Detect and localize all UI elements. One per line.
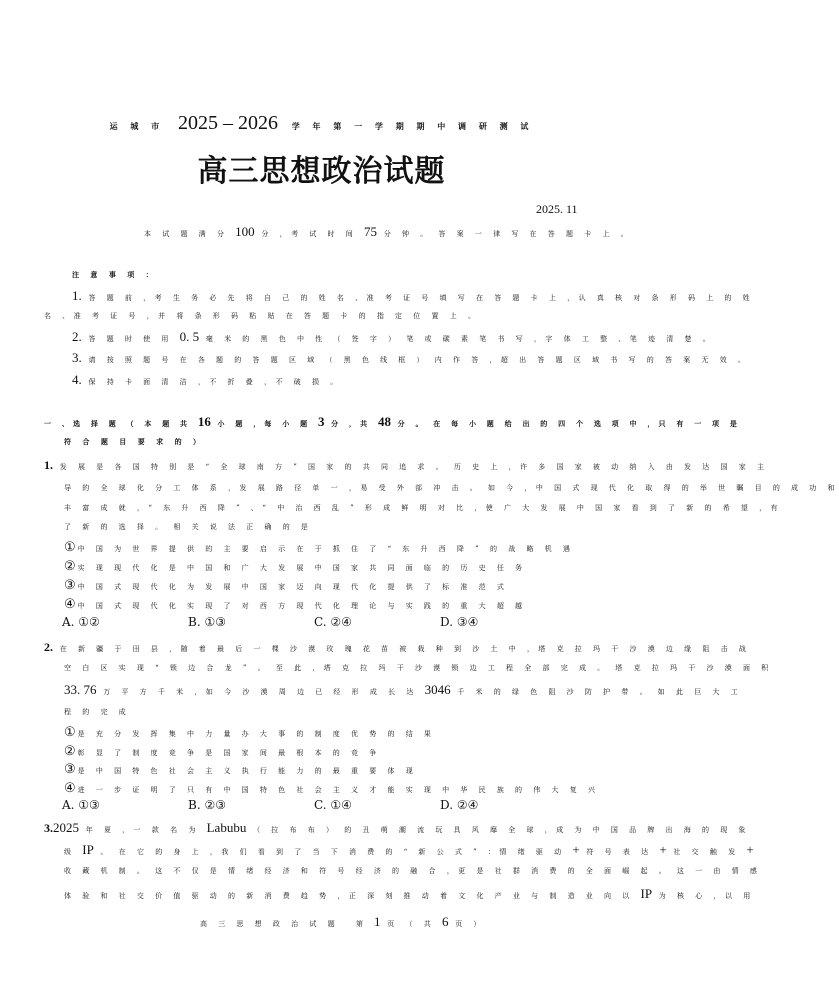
q1-line-1	[44, 458, 768, 473]
q2-line-1	[44, 640, 750, 655]
footer-page-number: 1	[374, 914, 381, 929]
question-text: 年 夏 ，一 款 名 为	[85, 826, 200, 834]
question-number: 2.	[44, 640, 53, 654]
q2-option-1	[64, 725, 435, 740]
q3-ip: IP	[82, 842, 94, 857]
note-text: 答 题 前 ，考 生 务 必 先 将 自 己 的 姓 名 、准 考 证 号 填 写 在 答 题 卡 上 ，认 真 核 对 条 形 码 上 的 姓	[88, 294, 755, 302]
info-text: 分 ，考 试 时 间	[261, 230, 358, 238]
q2-choice-a: A. ①③	[62, 798, 100, 812]
circle-number: ②	[64, 744, 76, 759]
q1-choice-b: B. ①③	[188, 615, 226, 629]
q1-option-2	[64, 559, 527, 574]
q2-choice-b: B. ②③	[188, 798, 226, 812]
q1-choice-a: A. ①②	[62, 615, 100, 629]
q2-choice-d: D. ②④	[440, 798, 479, 812]
info-time: 75	[364, 224, 378, 239]
section-total: 48	[377, 414, 391, 429]
question-text: 符 号 表 达	[586, 848, 653, 856]
footer-text: 页 （ 共	[387, 920, 436, 928]
q1-line-4: 了 新 的 选 择 。 相 关 说 法 正 确 的 是	[64, 523, 313, 531]
question-text: 。 在 它 的 身 上 ，我 们 看 到 了 当 下 消 费 的 “ 新 公 式 ” ：情 绪 驱 动	[100, 848, 566, 856]
question-text: 千 米 的 绿 色 阻 沙 防 护 带 。 如 此 巨 大 工	[457, 688, 743, 696]
question-text: 社 交 触 发	[673, 848, 740, 856]
circle-number: ③	[64, 578, 76, 593]
q3-ip: IP	[640, 886, 653, 901]
q3-brand: Labubu	[206, 820, 247, 835]
question-text: 万 平 方 千 米 ，如 今 沙 漠 周 边 已 经 形 成 长 达	[103, 688, 418, 696]
plus-sign: +	[572, 842, 580, 857]
q3-line-4	[64, 886, 755, 902]
q2-line-3	[64, 682, 742, 698]
q3-line-1	[44, 820, 750, 836]
info-text: 本 试 题 满 分	[144, 230, 229, 238]
section-count: 16	[197, 414, 211, 429]
notes-heading: 注 意 事 项 ：	[72, 270, 158, 279]
option-text: 中 国 式 现 代 化 实 现 了 对 西 方 现 代 化 理 论 与 实 践 的 重 大 超 越	[77, 602, 527, 610]
circle-number: ②	[64, 559, 76, 574]
q3-line-3: 收 藏 机 制 。 这 不 仅 是 情 绪 经 济 和 符 号 经 济 的 融 合 ，更 是 社 群 消 费 的 全 面 崛 起 。 这 一 由 情 感	[64, 867, 762, 875]
section-text: 分 ，共	[331, 419, 372, 428]
note-number: 3.	[72, 350, 82, 365]
question-text: 在 新 疆 于 田 县 ，随 着 最 后 一 棵 沙 漠 玫 瑰 花 苗 被 栽 种 到 沙 土 中 ，塔 克 拉 玛 干 沙 漠 边 缘 阻 击 战	[59, 645, 751, 653]
question-number: 1.	[44, 458, 53, 472]
note-number: 1.	[72, 288, 82, 303]
header-year: 2025 – 2026	[177, 112, 278, 134]
page-footer	[200, 914, 485, 930]
section-heading-cont: 符 合 题 目 要 求 的 ）	[64, 437, 205, 446]
circle-number: ④	[64, 781, 76, 796]
question-number: 3.	[44, 821, 53, 835]
option-text: 进 一 步 证 明 了 只 有 中 国 特 色 社 会 主 义 才 能 实 现 中 华 民 族 的 伟 大 复 兴	[77, 786, 600, 794]
circle-number: ①	[64, 540, 76, 555]
section-text: 分 。 在 每 小 题 给 出 的 四 个 选 项 中 ，只 有 一 项 是	[397, 419, 742, 428]
footer-text: 高 三 思 想 政 治 试 题	[200, 920, 340, 928]
exam-info	[144, 224, 632, 240]
question-text: 发 展 是 各 国 特 别 是 “ 全 球 南 方 ” 国 家 的 共 同 追 求 。 历 史 上 ，许 多 国 家 被 动 纳 入 由 发 达 国 家 主	[59, 463, 769, 471]
q2-option-3	[64, 762, 417, 777]
note-1	[72, 288, 754, 304]
question-text: （ 拉 布 布 ） 的 丑 萌 潮 流 玩 具 风 靡 全 球 ，成 为 中 国 品 牌 出 海 的 现 象	[253, 826, 750, 834]
note-text: 保 持 卡 面 清 洁 ，不 折 叠 ，不 破 损 。	[88, 378, 342, 386]
option-text: 是 充 分 发 挥 集 中 力 量 办 大 事 的 制 度 优 势 的 结 果	[77, 730, 436, 738]
exam-date: 2025. 11	[536, 202, 578, 216]
note-1-cont: 名 、准 考 证 号 ，并 将 条 形 码 粘 贴 在 答 题 卡 的 指 定 位 置 上 。	[44, 312, 480, 320]
note-number: 2.	[72, 329, 82, 344]
exam-header	[0, 112, 643, 135]
footer-text: 第	[355, 920, 368, 928]
option-text: 中 国 式 现 代 化 为 发 展 中 国 家 迈 向 现 代 化 提 供 了 标 准 范 式	[77, 583, 509, 591]
q1-option-3	[64, 578, 508, 593]
circle-number: ③	[64, 762, 76, 777]
section-per: 3	[317, 414, 325, 429]
q1-choice-c: C. ②④	[314, 615, 352, 629]
q3-year: 2025	[53, 820, 79, 835]
note-4	[72, 372, 342, 388]
q2-option-2	[64, 744, 381, 759]
note-text: 答 题 时 使 用	[88, 335, 173, 343]
option-text: 是 中 国 特 色 社 会 主 义 执 行 能 力 的 最 重 要 体 现	[77, 767, 418, 775]
question-text: 级	[64, 848, 76, 856]
option-text: 中 国 为 世 界 提 供 的 主 要 启 示 在 于 抓 住 了 “ 东 升 西 降 ” 的 战 略 机 遇	[77, 545, 575, 553]
note-text: 请 按 照 题 号 在 各 题 的 答 题 区 域 （ 黑 色 线 框 ） 内 作 答 ，超 出 答 题 区 域 书 写 的 答 案 无 效 。	[88, 356, 750, 364]
q1-option-1	[64, 540, 574, 555]
option-text: 彰 显 了 制 度 竞 争 是 国 家 间 最 根 本 的 竞 争	[77, 749, 381, 757]
circle-number: ①	[64, 725, 76, 740]
circle-number: ④	[64, 597, 76, 612]
note-value: 0. 5	[179, 329, 200, 344]
q2-option-4	[64, 781, 599, 796]
q1-option-4	[64, 597, 527, 612]
q1-line-3: 丰 富 成 就 ，“ 东 升 西 降 ” 、“ 中 治 西 乱 ” 形 成 鲜 明 对 比 ，使 广 大 发 展 中 国 家 看 到 了 新 的 希 望 ，有	[64, 504, 783, 512]
option-text: 实 现 现 代 化 是 中 国 和 广 大 发 展 中 国 家 共 同 面 临 的 历 史 任 务	[77, 564, 527, 572]
header-suffix: 学 年 第 一 学 期 期 中 调 研 测 试	[291, 121, 534, 131]
q2-choice-c: C. ①④	[314, 798, 352, 812]
section-text: 小 题 ，每 小 题	[217, 419, 312, 428]
footer-total-pages: 6	[441, 914, 449, 929]
question-text: 体 验 和 社 交 价 值 驱 动 的 新 消 费 趋 势 ，正 深 刻 推 动 着 文 化 产 业 与 制 造 业 向 以	[64, 892, 634, 900]
q2-length: 3046	[424, 682, 451, 697]
q2-line-2: 空 白 区 实 现 “ 锁 边 合 龙 ” 。 至 此 ，塔 克 拉 玛 干 沙 漠 锁 边 工 程 全 部 完 成 。 塔 克 拉 玛 干 沙 漠 面 积	[64, 664, 773, 672]
note-number: 4.	[72, 372, 82, 387]
header-prefix: 运 城 市	[109, 121, 165, 131]
q2-line-4: 程 的 完 成	[64, 708, 131, 716]
question-text: 为 核 心 ，以 用	[658, 892, 755, 900]
section-heading	[44, 414, 741, 430]
info-text: 分 钟 。 答 案 一 律 写 在 答 题 卡 上 。	[383, 230, 633, 238]
footer-text: 页 ）	[455, 920, 485, 928]
info-score: 100	[235, 224, 255, 239]
plus-sign: +	[746, 842, 754, 857]
note-text: 毫 米 的 黑 色 中 性 （ 签 字 ） 笔 或 碳 素 笔 书 写 ，字 体 工 整 、笔 迹 清 楚 。	[205, 335, 715, 343]
q3-line-2	[64, 842, 754, 858]
note-2	[72, 329, 714, 345]
page-title: 高三思想政治试题	[197, 154, 446, 189]
q1-line-2: 导 的 全 球 化 分 工 体 系 ，发 展 路 径 单 一 ，易 受 外 部 冲 击 。 如 今 ，中 国 式 现 代 化 取 得 的 举 世 瞩 目 的 成 功 和	[64, 484, 839, 492]
note-3	[72, 350, 749, 366]
section-text: 一 、选 择 题 （ 本 题 共	[44, 419, 192, 428]
q1-choice-d: D. ③④	[440, 615, 479, 629]
q2-area: 33. 76	[64, 682, 97, 697]
plus-sign: +	[659, 842, 667, 857]
